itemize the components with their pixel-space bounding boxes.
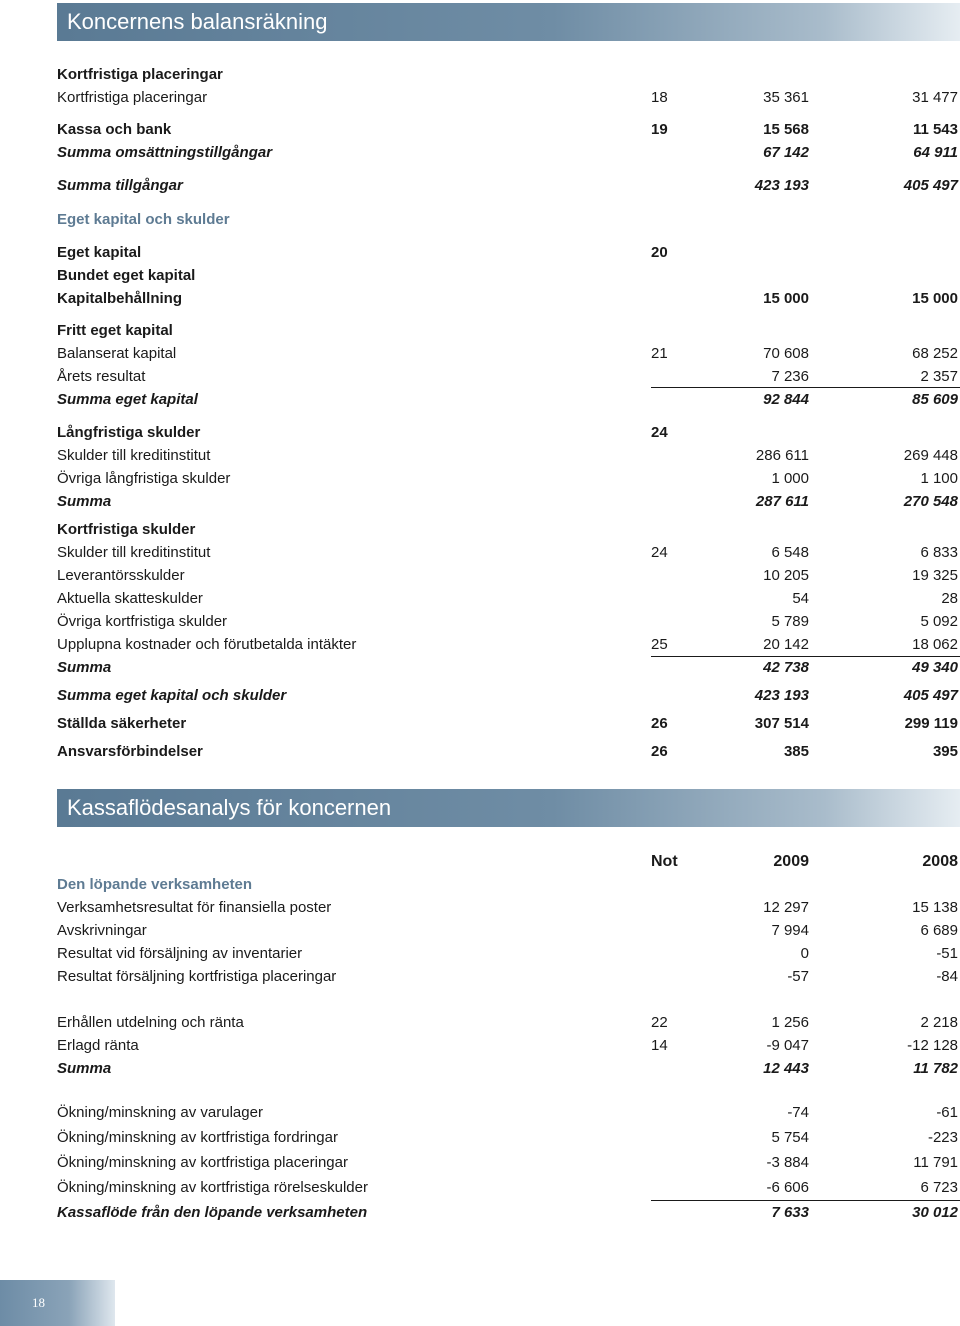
row-value-previous: 6 689 <box>920 922 958 939</box>
row-value-previous: 19 325 <box>912 567 958 584</box>
row-value-previous: 1 100 <box>920 470 958 487</box>
table-row <box>57 685 960 707</box>
table-row <box>57 64 960 86</box>
table-row <box>57 1127 960 1149</box>
row-value-current: 423 193 <box>754 177 809 194</box>
row-value-current: 0 <box>800 945 809 962</box>
row-value-previous: -12 128 <box>907 1037 958 1054</box>
row-value-current: 287 611 <box>755 493 809 510</box>
balance-sheet-title: Koncernens balansräkning <box>57 3 960 41</box>
row-note: 24 <box>651 544 668 561</box>
table-row <box>57 87 960 109</box>
row-value-previous: 2 357 <box>920 368 958 385</box>
row-label: Årets resultat <box>57 368 146 385</box>
table-row <box>57 389 960 411</box>
row-label: Ansvarsförbindelser <box>57 743 203 760</box>
row-value-current: 15 568 <box>763 121 809 138</box>
row-label: Ökning/minskning av varulager <box>57 1104 263 1121</box>
row-label: Långfristiga skulder <box>57 424 201 441</box>
row-label: Skulder till kreditinstitut <box>57 447 211 464</box>
table-row <box>57 1177 960 1199</box>
table-row <box>57 491 960 513</box>
subtotal-rule <box>651 387 960 388</box>
row-label: Upplupna kostnader och förutbetalda intäkter <box>57 636 357 653</box>
row-label: Aktuella skatteskulder <box>57 590 203 607</box>
table-row <box>57 445 960 467</box>
table-row <box>57 611 960 633</box>
table-row <box>57 966 960 988</box>
row-value-previous: -84 <box>936 968 958 985</box>
row-value-previous: 6 723 <box>920 1179 958 1196</box>
row-note: 19 <box>651 121 668 138</box>
table-row <box>57 542 960 564</box>
row-label: Ökning/minskning av kortfristiga rörelseskulder <box>57 1179 368 1196</box>
row-value-previous: 405 497 <box>903 177 958 194</box>
table-row <box>57 874 960 896</box>
row-value-current: 286 611 <box>755 447 809 464</box>
table-row <box>57 343 960 365</box>
row-value-current: 5 789 <box>771 613 809 630</box>
row-value-current: -9 047 <box>766 1037 809 1054</box>
row-value-previous: 15 000 <box>912 290 958 307</box>
row-value-current: 1 000 <box>771 470 809 487</box>
row-value-current: -6 606 <box>766 1179 809 1196</box>
row-label: Summa <box>57 1060 112 1077</box>
row-value-current: 7 633 <box>771 1204 809 1221</box>
row-note: 18 <box>651 89 668 106</box>
row-value-previous: 395 <box>932 743 958 760</box>
row-note: 21 <box>651 345 668 362</box>
row-value-current: 423 193 <box>754 687 809 704</box>
row-value-current: 6 548 <box>771 544 809 561</box>
row-label: Resultat vid försäljning av inventarier <box>57 945 303 962</box>
row-label: Erlagd ränta <box>57 1037 139 1054</box>
row-value-current: -57 <box>787 968 809 985</box>
row-label: Fritt eget kapital <box>57 322 173 339</box>
row-value-current: 12 297 <box>763 899 809 916</box>
table-row <box>57 175 960 197</box>
row-value-current: 54 <box>792 590 809 607</box>
column-header-2008: 2008 <box>922 853 958 870</box>
row-label: Summa <box>57 493 112 510</box>
column-header-2009: 2009 <box>773 853 809 870</box>
row-value-previous: 11 791 <box>913 1154 958 1171</box>
row-value-previous: 64 911 <box>913 144 958 161</box>
row-note: 26 <box>651 743 668 760</box>
row-label: Kassaflöde från den löpande verksamheten <box>57 1204 368 1221</box>
column-header-note: Not <box>651 853 678 870</box>
table-row <box>57 943 960 965</box>
table-row <box>57 366 960 388</box>
row-value-previous: 49 340 <box>912 659 958 676</box>
row-note: 26 <box>651 715 668 732</box>
row-note: 25 <box>651 636 668 653</box>
row-value-current: 12 443 <box>763 1060 809 1077</box>
row-value-previous: 2 218 <box>920 1014 958 1031</box>
table-row <box>57 1152 960 1174</box>
subtotal-rule <box>651 656 960 657</box>
row-value-current: 1 256 <box>771 1014 809 1031</box>
row-label: Ökning/minskning av kortfristiga placeringar <box>57 1154 348 1171</box>
row-label: Kortfristiga placeringar <box>57 89 208 106</box>
table-row <box>57 713 960 735</box>
table-row <box>57 288 960 310</box>
row-value-current: 20 142 <box>763 636 809 653</box>
row-label: Ställda säkerheter <box>57 715 187 732</box>
row-value-previous: 68 252 <box>912 345 958 362</box>
row-value-previous: 11 782 <box>913 1060 958 1077</box>
table-row <box>57 634 960 656</box>
row-value-current: -74 <box>787 1104 809 1121</box>
row-label: Summa omsättningstillgångar <box>57 144 273 161</box>
row-value-current: 7 994 <box>771 922 809 939</box>
row-value-current: 385 <box>783 743 809 760</box>
row-note: 14 <box>651 1037 668 1054</box>
table-row <box>57 142 960 164</box>
row-value-current: 35 361 <box>763 89 809 106</box>
row-label: Kortfristiga placeringar <box>57 66 223 83</box>
table-row <box>57 1202 960 1224</box>
row-label: Summa <box>57 659 112 676</box>
row-value-current: 307 514 <box>754 715 809 732</box>
row-label: Eget kapital och skulder <box>57 211 230 228</box>
table-row <box>57 565 960 587</box>
row-note: 24 <box>651 424 668 441</box>
table-row <box>57 1102 960 1124</box>
row-label: Resultat försäljning kortfristiga placeringar <box>57 968 337 985</box>
row-value-previous: 299 119 <box>904 715 958 732</box>
table-row <box>57 920 960 942</box>
row-value-previous: 18 062 <box>912 636 958 653</box>
table-row <box>57 422 960 444</box>
table-row <box>57 209 960 231</box>
row-value-previous: 269 448 <box>903 447 958 464</box>
row-value-previous: 85 609 <box>912 391 958 408</box>
row-label: Balanserat kapital <box>57 345 177 362</box>
subtotal-rule <box>651 1200 960 1201</box>
row-value-current: 67 142 <box>763 144 809 161</box>
row-value-previous: 5 092 <box>920 613 958 630</box>
row-label: Skulder till kreditinstitut <box>57 544 211 561</box>
row-label: Avskrivningar <box>57 922 147 939</box>
table-row <box>57 897 960 919</box>
table-row <box>57 741 960 763</box>
row-value-current: 15 000 <box>763 290 809 307</box>
row-value-previous: 30 012 <box>912 1204 958 1221</box>
row-value-previous: 270 548 <box>903 493 958 510</box>
row-value-previous: 28 <box>941 590 958 607</box>
table-row <box>57 1035 960 1057</box>
row-label: Övriga kortfristiga skulder <box>57 613 228 630</box>
row-value-current: 5 754 <box>771 1129 809 1146</box>
row-label: Summa eget kapital och skulder <box>57 687 287 704</box>
row-label: Bundet eget kapital <box>57 267 196 284</box>
row-note: 20 <box>651 244 668 261</box>
row-label: Övriga långfristiga skulder <box>57 470 231 487</box>
row-label: Verksamhetsresultat för finansiella poster <box>57 899 332 916</box>
table-row <box>57 119 960 141</box>
row-value-previous: 405 497 <box>903 687 958 704</box>
row-label: Den löpande verksamheten <box>57 876 253 893</box>
table-row <box>57 1012 960 1034</box>
row-label: Summa tillgångar <box>57 177 183 194</box>
row-value-current: 10 205 <box>763 567 809 584</box>
row-label: Erhållen utdelning och ränta <box>57 1014 244 1031</box>
table-row <box>57 320 960 342</box>
table-row <box>57 265 960 287</box>
table-row <box>57 1058 960 1080</box>
row-value-previous: -51 <box>936 945 958 962</box>
row-value-current: 92 844 <box>763 391 809 408</box>
row-value-previous: -61 <box>936 1104 958 1121</box>
table-row <box>57 519 960 541</box>
row-label: Eget kapital <box>57 244 142 261</box>
table-row <box>57 242 960 264</box>
row-value-previous: 11 543 <box>912 121 958 138</box>
row-value-current: -3 884 <box>766 1154 809 1171</box>
row-value-previous: 15 138 <box>912 899 958 916</box>
table-row <box>57 468 960 490</box>
row-label: Kassa och bank <box>57 121 172 138</box>
row-label: Ökning/minskning av kortfristiga fordringar <box>57 1129 338 1146</box>
row-value-previous: -223 <box>927 1129 958 1146</box>
page-number-tab: 18 <box>0 1280 115 1326</box>
row-label: Kapitalbehållning <box>57 290 183 307</box>
row-value-current: 42 738 <box>763 659 809 676</box>
table-row <box>57 657 960 679</box>
cashflow-title: Kassaflödesanalys för koncernen <box>57 789 960 827</box>
row-label: Summa eget kapital <box>57 391 198 408</box>
row-note: 22 <box>651 1014 668 1031</box>
row-label: Leverantörsskulder <box>57 567 185 584</box>
cashflow-column-headers <box>57 851 960 873</box>
table-row <box>57 588 960 610</box>
row-value-previous: 31 477 <box>912 89 958 106</box>
row-value-current: 70 608 <box>763 345 809 362</box>
row-label: Kortfristiga skulder <box>57 521 196 538</box>
row-value-previous: 6 833 <box>920 544 958 561</box>
row-value-current: 7 236 <box>771 368 809 385</box>
